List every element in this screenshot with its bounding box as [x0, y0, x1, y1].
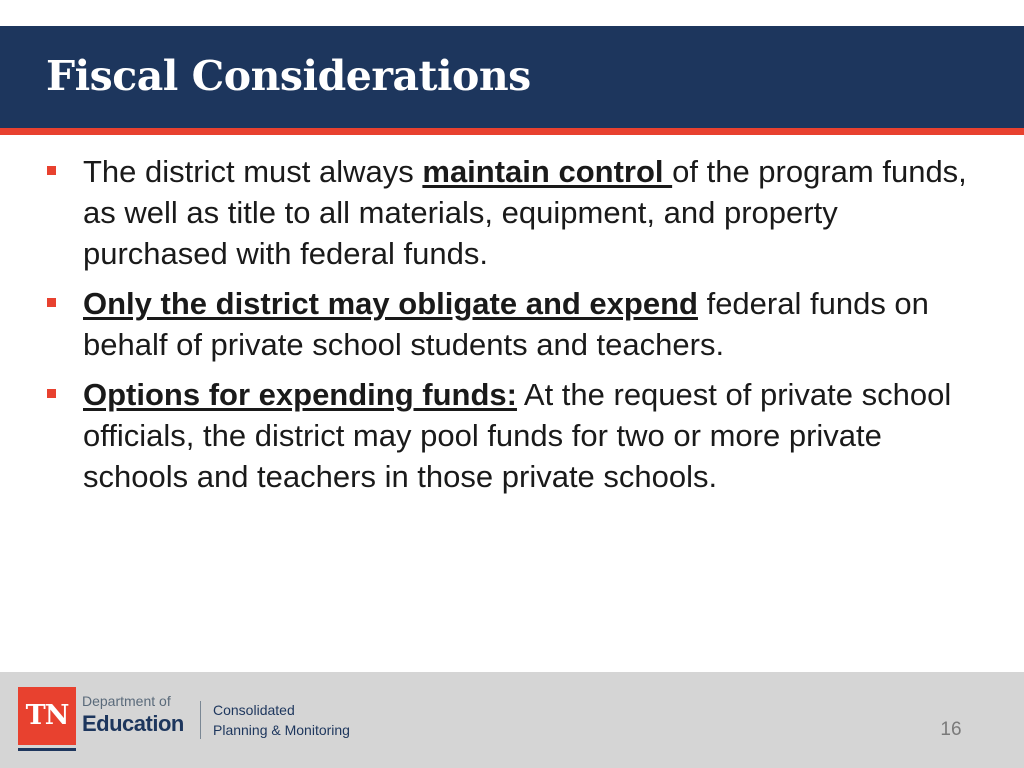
emphasis-options-expending: Options for expending funds: [83, 377, 517, 412]
page-number: 16 [940, 719, 962, 740]
tn-education-logo [18, 687, 378, 753]
bullet-square-icon [47, 389, 56, 398]
footer-bar [0, 672, 1024, 768]
bullet-list [0, 151, 1024, 506]
tn-logo-underline [18, 748, 76, 751]
bullet-text: At the request of private school officials, the district may pool funds for two or more private schools and teachers in those private schools. [83, 377, 952, 494]
bullet-square-icon [47, 166, 56, 175]
slide-title: Fiscal Considerations [46, 52, 531, 100]
title-accent-line [0, 128, 1024, 135]
logo-divider [200, 701, 201, 739]
emphasis-only-district: Only the district may obligate and expend [83, 286, 698, 321]
logo-department-of: Department of [82, 693, 171, 709]
bullet-square-icon [47, 298, 56, 307]
logo-education: Education [82, 711, 184, 736]
division-name-line2: Planning & Monitoring [213, 722, 350, 738]
bullet-text: federal funds on behalf of private school students and teachers. [83, 286, 929, 362]
bullet-item-control [0, 151, 1024, 274]
bullet-item-options [0, 374, 1024, 497]
division-name-line1: Consolidated [213, 702, 295, 718]
bullet-text: The district must always [83, 154, 423, 189]
bullet-item-obligate [0, 283, 1024, 365]
tn-logo-mark: TN [18, 687, 76, 745]
bullet-text: of the program funds, as well as title to all materials, equipment, and property purchased with federal funds. [83, 154, 967, 271]
top-margin-strip [0, 0, 1024, 26]
emphasis-maintain-control: maintain control [422, 154, 673, 189]
